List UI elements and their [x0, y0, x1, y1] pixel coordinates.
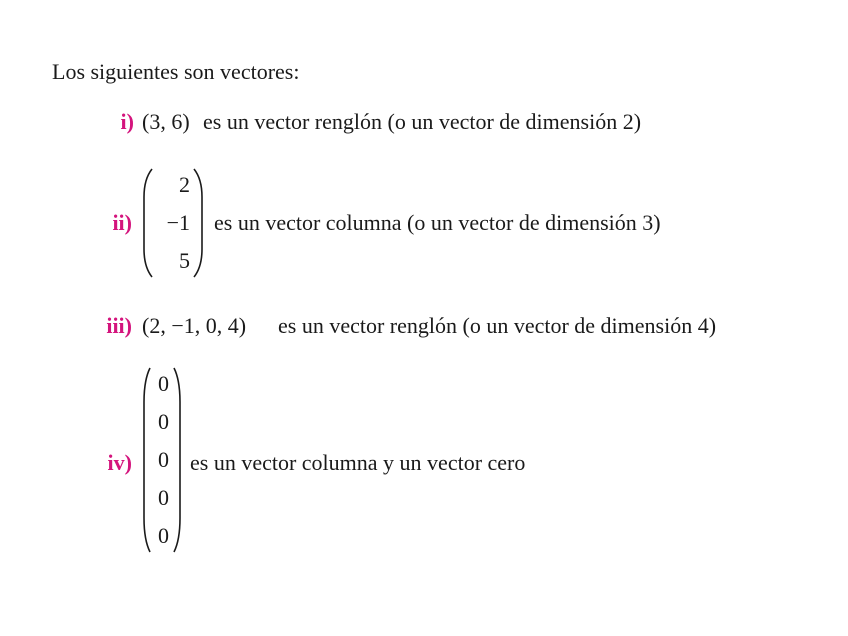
column-vector-ii	[142, 167, 204, 279]
row-vector-i: (3, 6)	[142, 109, 190, 134]
vector-entry: 5	[179, 248, 190, 273]
vector-entry: 0	[158, 485, 169, 510]
item-label-ii: ii)	[112, 210, 132, 235]
right-paren-icon	[172, 366, 182, 554]
vector-entry: 0	[158, 409, 169, 434]
vector-entry: 0	[158, 523, 169, 548]
item-label-i: i)	[120, 109, 134, 134]
column-vector-iv	[142, 366, 182, 554]
vector-entry: 2	[179, 172, 190, 197]
item-text-iv: es un vector columna y un vector cero	[190, 450, 526, 475]
item-label-iii: iii)	[106, 313, 132, 338]
item-text-ii: es un vector columna (o un vector de dimensión 3)	[214, 210, 661, 235]
intro-text: Los siguientes son vectores:	[52, 59, 300, 84]
vector-entry: 0	[158, 371, 169, 396]
item-label-iv: iv)	[107, 450, 132, 475]
item-text-i: es un vector renglón (o un vector de dimensión 2)	[203, 109, 642, 134]
item-text-iii: es un vector renglón (o un vector de dimensión 4)	[278, 313, 717, 338]
vector-entry: −1	[166, 210, 190, 235]
right-paren-icon	[192, 167, 204, 279]
vector-entry: 0	[158, 447, 169, 472]
row-vector-iii: (2, −1, 0, 4)	[142, 313, 247, 338]
